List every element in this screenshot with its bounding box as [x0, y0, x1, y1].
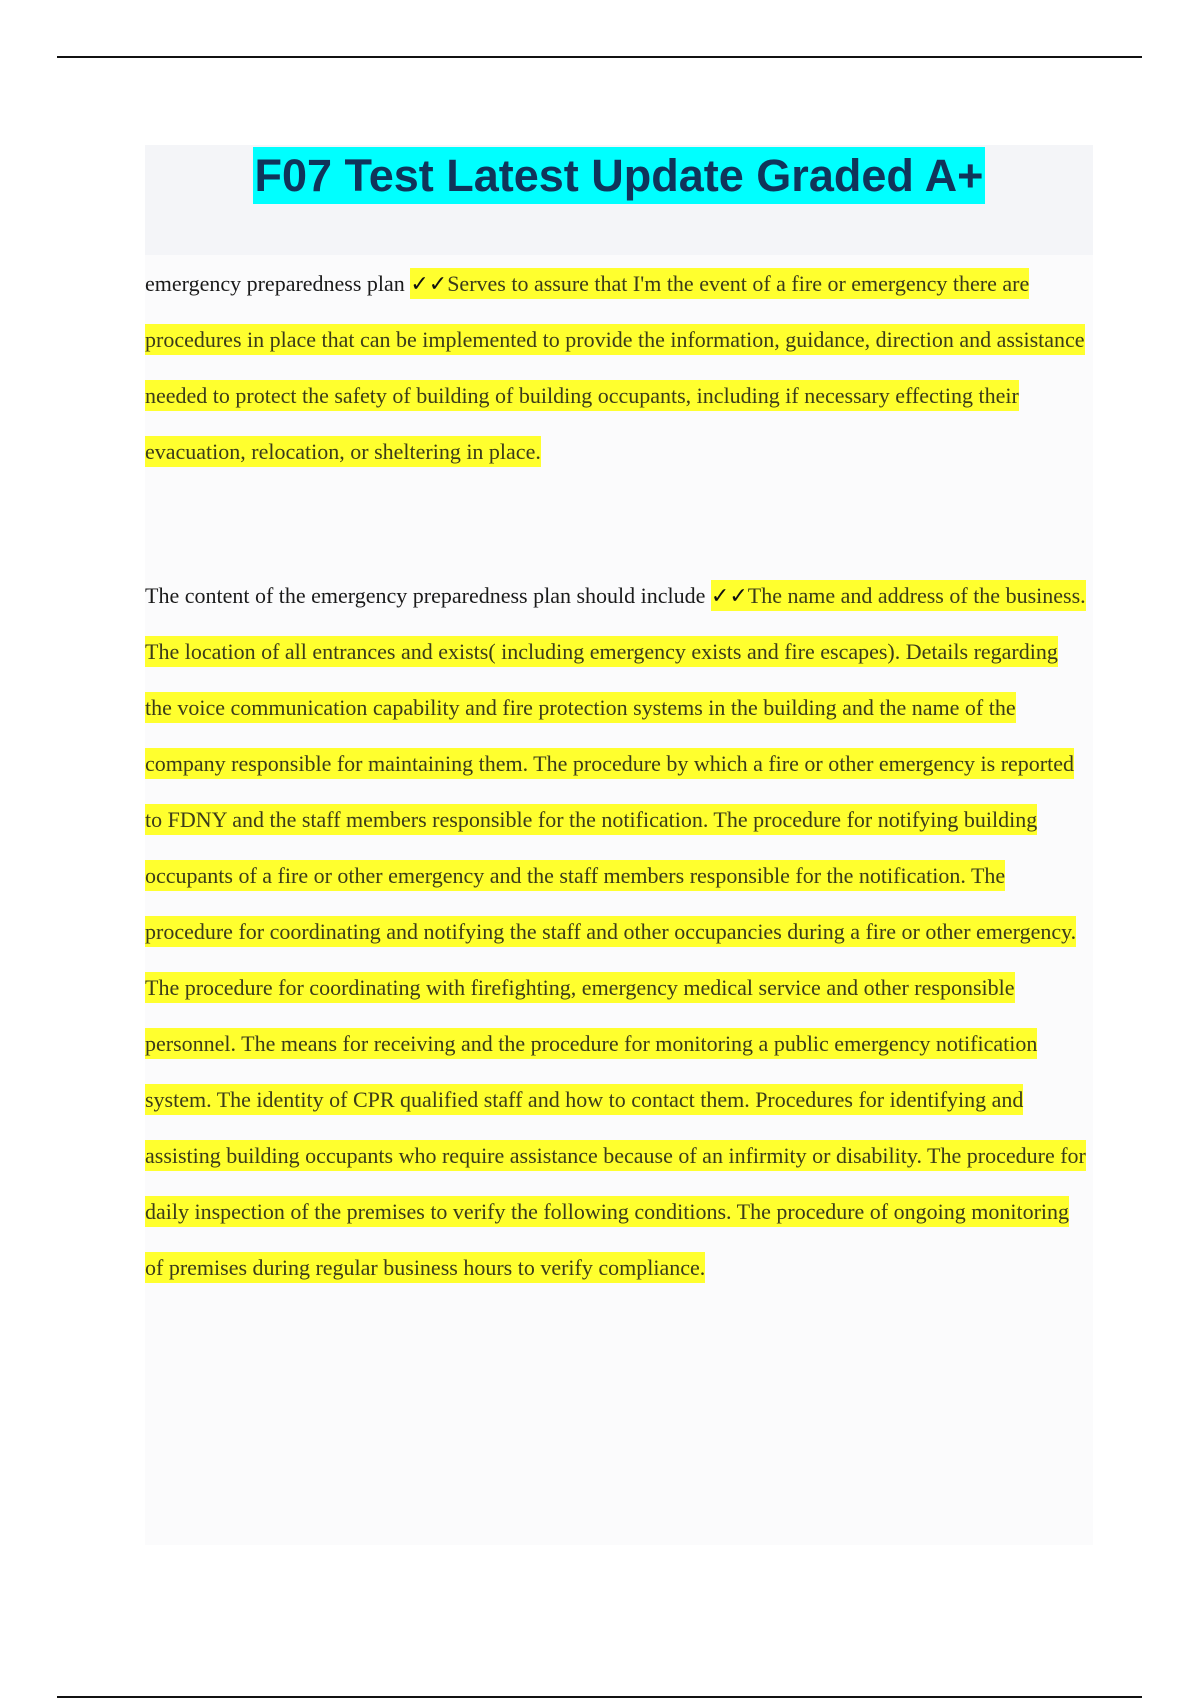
title-band [145, 145, 1093, 255]
document-page [145, 145, 1093, 1545]
entry-answer-highlight [145, 580, 1086, 1283]
entry-term: emergency preparedness plan [145, 271, 405, 296]
entry-answer-highlight [145, 268, 1085, 467]
flashcard-entry [145, 568, 1093, 1296]
entry-answer: Serves to assure that I'm the event of a fire or emergency there are procedures in place that can be implemented to provide the information, guidance, direction and assistance needed to protect the safety of building of building occupants, including if necessary effecting their evacuation, relocation, or sheltering in place. [145, 271, 1085, 464]
flashcard-entry [145, 256, 1093, 480]
bottom-rule [57, 1696, 1142, 1698]
entry-answer: The name and address of the business. The location of all entrances and exists( including emergency exists and fire escapes). Details regarding the voice communication capability and fire protection systems in the building and the name of the company responsible for maintaining them. The procedure by which a fire or other emergency is reported to FDNY and the staff members responsible for the notification. The procedure for notifying building occupants of a fire or other emergency and the staff members responsible for the notification. The procedure for coordinating and notifying the staff and other occupancies during a fire or other emergency. The procedure for coordinating with firefighting, emergency medical service and other responsible personnel. The means for receiving and the procedure for monitoring a public emergency notification system. The identity of CPR qualified staff and how to contact them. Procedures for identifying and assisting building occupants who require assistance because of an infirmity or disability. The procedure for daily inspection of the premises to verify the following conditions. The procedure of ongoing monitoring of premises during regular business hours to verify compliance. [145, 583, 1086, 1280]
entry-term: The content of the emergency preparedness plan should include [145, 583, 706, 608]
document-title: F07 Test Latest Update Graded A+ [253, 147, 986, 204]
top-rule [57, 56, 1142, 58]
double-check-icon: ✓✓ [710, 583, 748, 608]
double-check-icon: ✓✓ [410, 271, 448, 296]
